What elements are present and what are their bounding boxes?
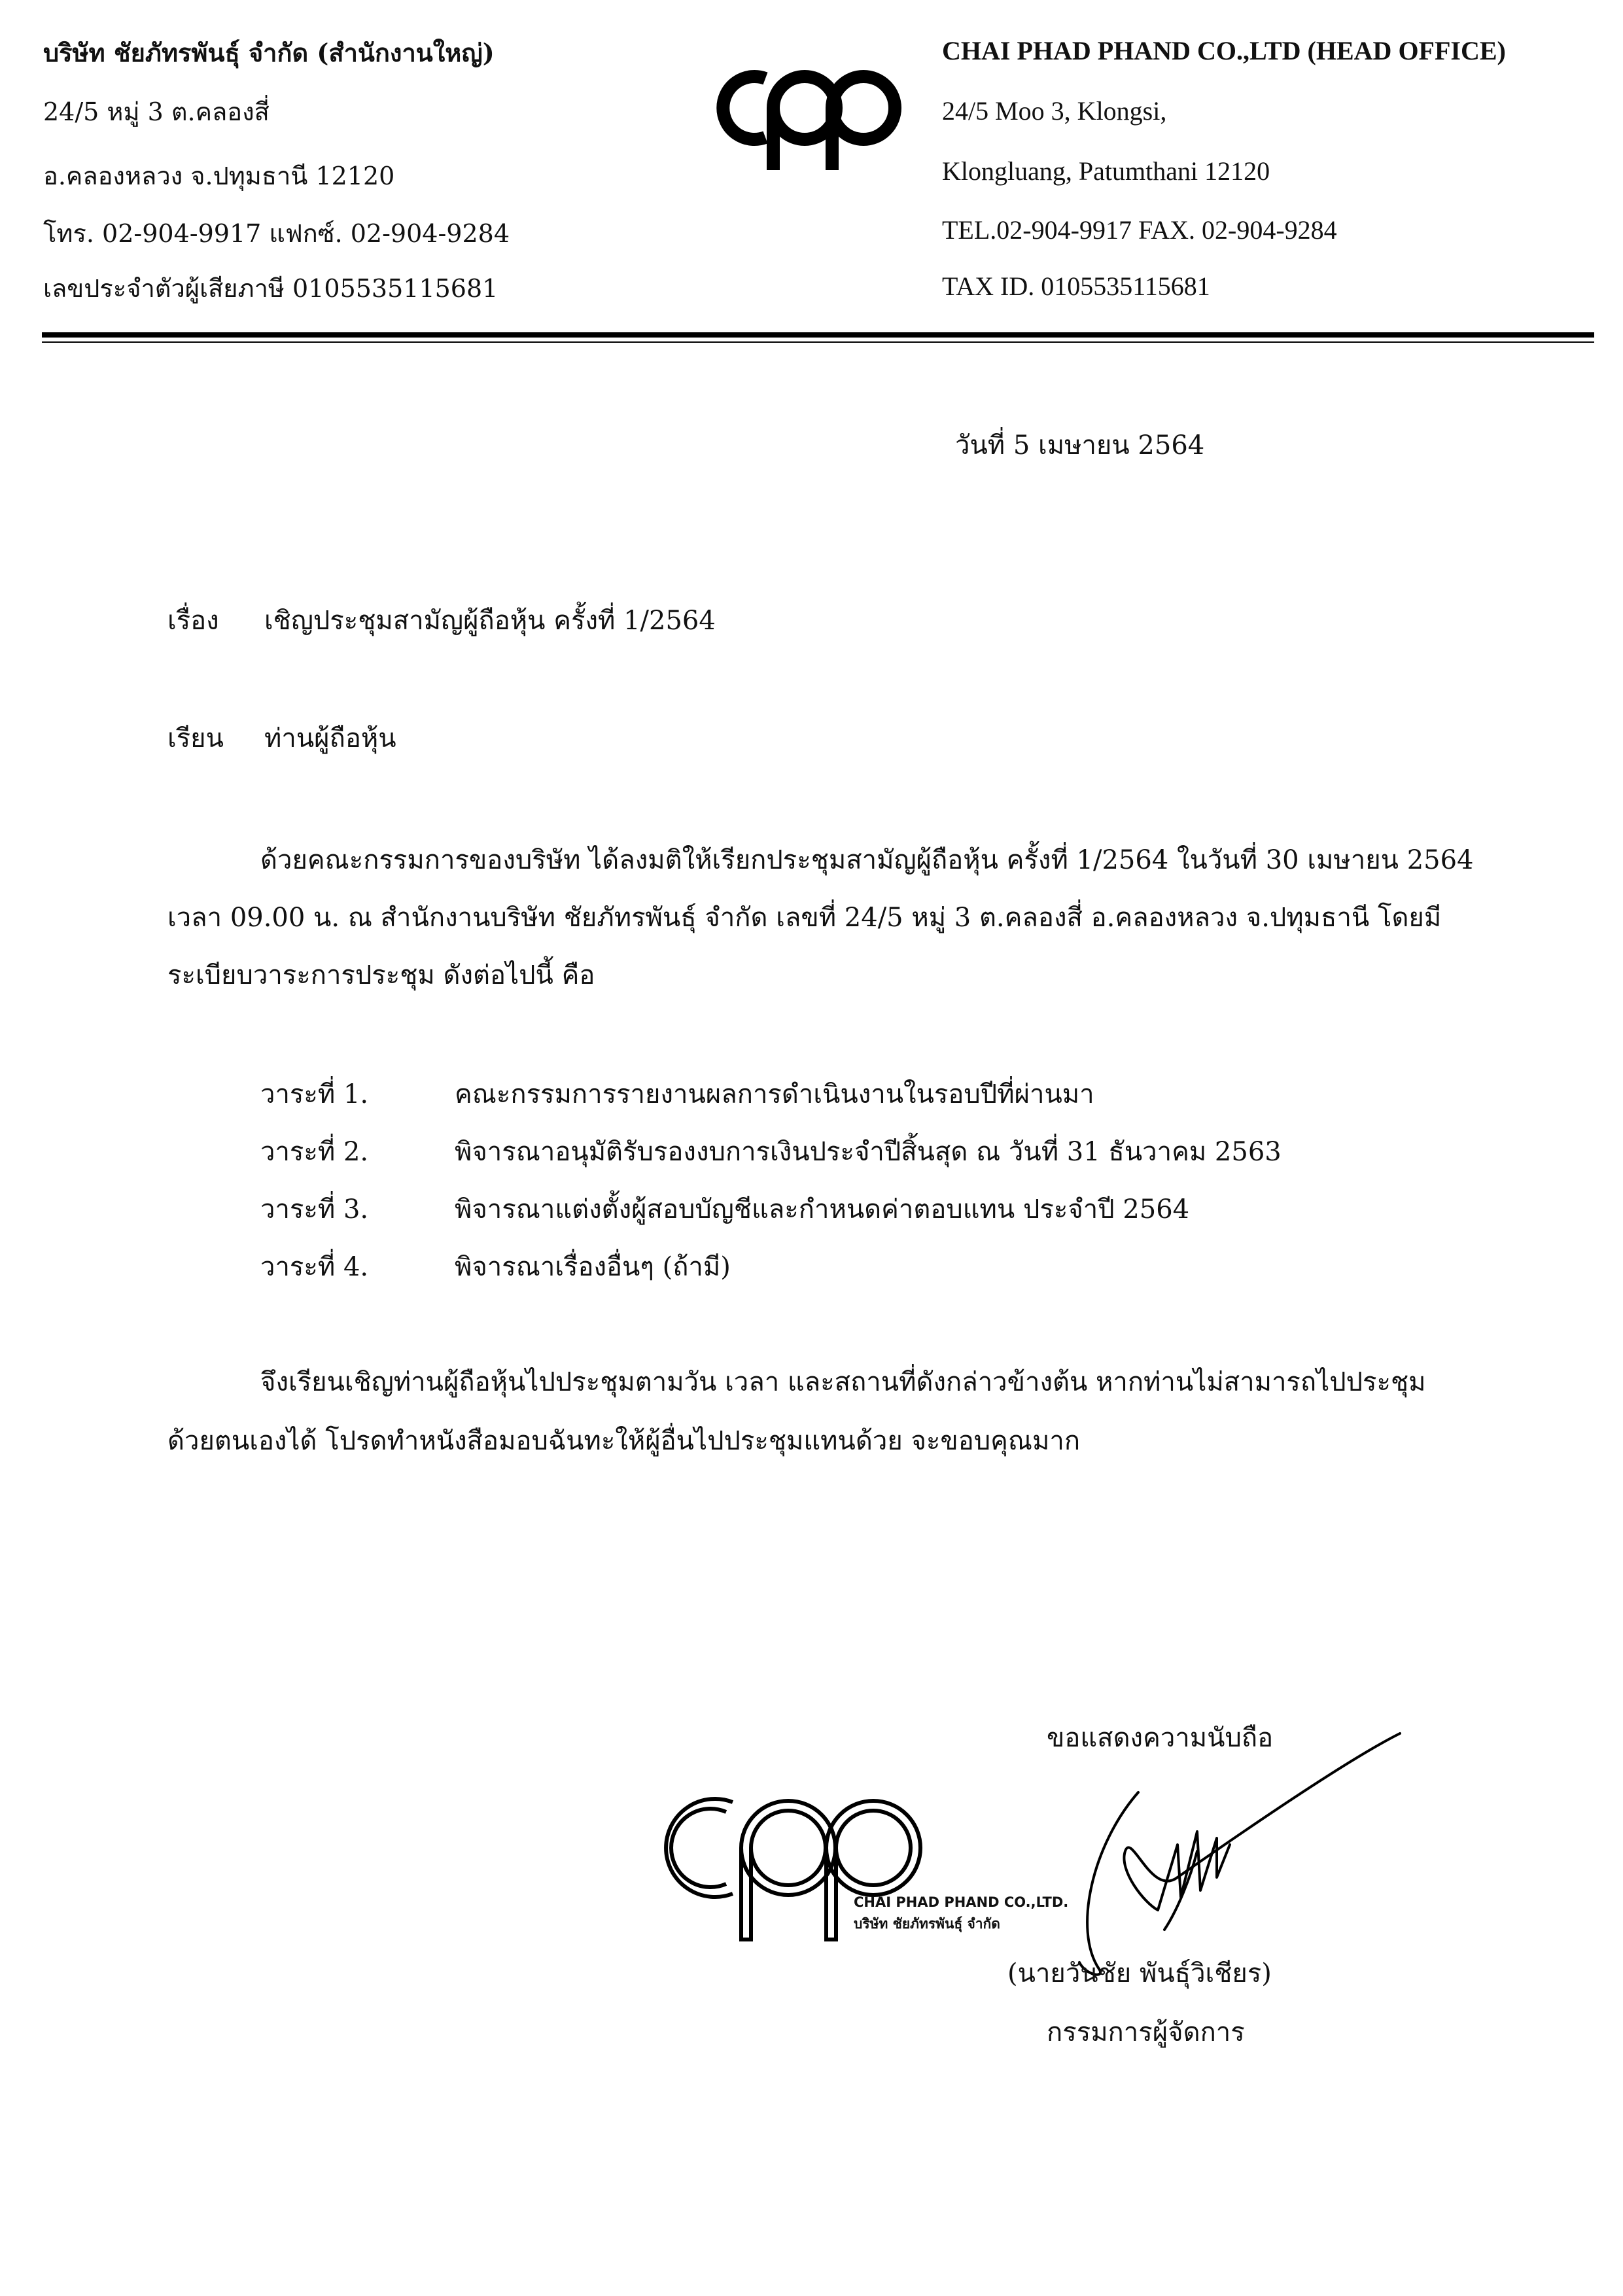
cpp-logo (707, 46, 903, 177)
paragraph2-line2: ด้วยตนเองได้ โปรดทำหนังสือมอบฉันทะให้ผู้อื่นไปประชุมแทนด้วย จะขอบคุณมาก (167, 1426, 1081, 1456)
agenda-number: วาระที่ 2. (260, 1137, 369, 1167)
address-english-line2: Klongluang, Patumthani 12120 (942, 156, 1270, 186)
stamp-company-thai: บริษัท ชัยภัทรพันธุ์ จำกัด (854, 1916, 1000, 1932)
paragraph1-line2: เวลา 09.00 น. ณ สำนักงานบริษัท ชัยภัทรพันธุ์ จำกัด เลขที่ 24/5 หมู่ 3 ต.คลองสี่ อ.คลองหลวง จ.ปทุมธานี โดยมี (167, 903, 1442, 933)
company-name-thai: บริษัท ชัยภัทรพันธุ์ จำกัด (สำนักงานใหญ่) (43, 38, 495, 67)
paragraph2-line1: จึงเรียนเชิญท่านผู้ถือหุ้นไปประชุมตามวัน เวลา และสถานที่ดังกล่าวข้างต้น หากท่านไม่สามารถไปประชุม (260, 1367, 1426, 1397)
agenda-number: วาระที่ 1. (260, 1079, 369, 1109)
phone-english: TEL.02-904-9917 FAX. 02-904-9284 (942, 215, 1337, 245)
agenda-number: วาระที่ 4. (260, 1252, 369, 1282)
signer-title: กรรมการผู้จัดการ (1047, 2017, 1245, 2047)
paragraph1-line1: ด้วยคณะกรรมการของบริษัท ได้ลงมติให้เรียกประชุมสามัญผู้ถือหุ้น ครั้งที่ 1/2564 ในวันที่ 30 เมษายน 2564 (260, 845, 1474, 875)
signer-name: (นายวันชัย พันธุ์วิเชียร) (1007, 1958, 1272, 1989)
agenda-item-text: พิจารณาแต่งตั้งผู้สอบบัญชีและกำหนดค่าตอบแทน ประจำปี 2564 (455, 1194, 1190, 1225)
subject-label: เรื่อง (167, 606, 219, 636)
company-name-english: CHAI PHAD PHAND CO.,LTD (HEAD OFFICE) (942, 36, 1506, 65)
letter-date: วันที่ 5 เมษายน 2564 (955, 430, 1205, 461)
tax-id-english: TAX ID. 0105535115681 (942, 271, 1210, 301)
header-divider-thin (42, 341, 1594, 343)
address-thai-line2: อ.คลองหลวง จ.ปทุมธานี 12120 (43, 162, 395, 190)
phone-thai: โทร. 02-904-9917 แฟกซ์. 02-904-9284 (43, 219, 510, 248)
agenda-item-text: พิจารณาอนุมัติรับรองงบการเงินประจำปีสิ้นสุด ณ วันที่ 31 ธันวาคม 2563 (455, 1137, 1282, 1167)
header-divider-thick (42, 332, 1594, 338)
subject-text: เชิญประชุมสามัญผู้ถือหุ้น ครั้งที่ 1/2564 (264, 606, 716, 636)
agenda-item-text: พิจารณาเรื่องอื่นๆ (ถ้ามี) (455, 1252, 731, 1282)
address-english-line1: 24/5 Moo 3, Klongsi, (942, 96, 1167, 126)
address-thai-line1: 24/5 หมู่ 3 ต.คลองสี่ (43, 97, 270, 126)
signature (981, 1714, 1439, 1982)
closing-salutation: ขอแสดงความนับถือ (1047, 1723, 1274, 1753)
recipient-text: ท่านผู้ถือหุ้น (264, 723, 396, 754)
tax-id-thai: เลขประจำตัวผู้เสียภาษี 0105535115681 (43, 274, 498, 303)
paragraph1-line3: ระเบียบวาระการประชุม ดังต่อไปนี้ คือ (167, 960, 595, 990)
stamp-company-english: CHAI PHAD PHAND CO.,LTD. (854, 1894, 1069, 1910)
agenda-number: วาระที่ 3. (260, 1194, 369, 1225)
recipient-label: เรียน (167, 723, 224, 754)
agenda-item-text: คณะกรรมการรายงานผลการดำเนินงานในรอบปีที่ผ่านมา (455, 1079, 1094, 1109)
